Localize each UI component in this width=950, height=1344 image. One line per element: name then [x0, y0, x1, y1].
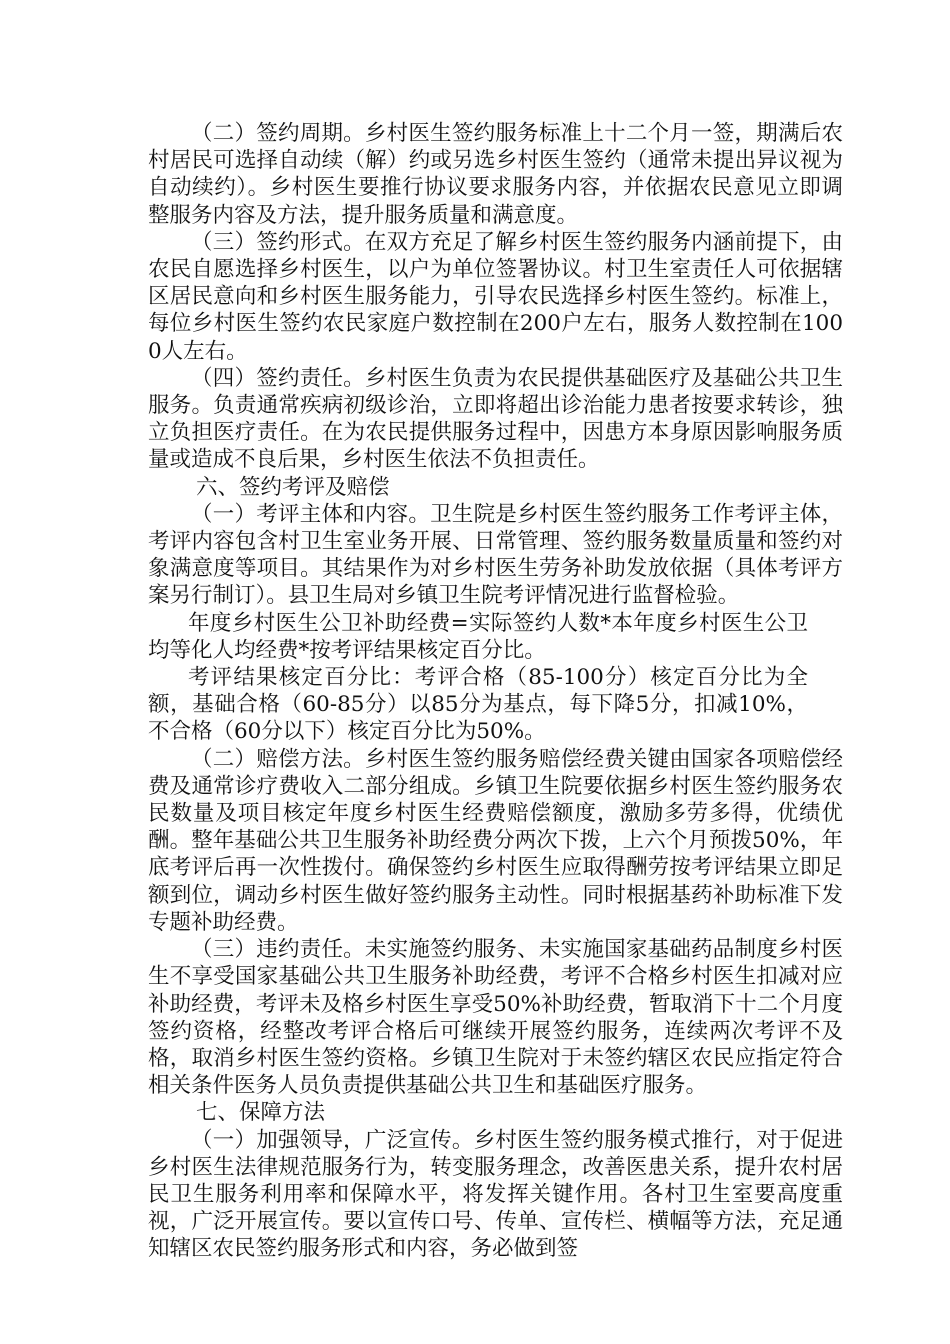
section-heading-evaluation: 六、签约考评及赔偿: [196, 474, 390, 500]
paragraph-signing-form: （三）签约形式。在双方充足了解乡村医生签约服务内涵前提下，由农民自愿选择乡村医生，以户为单位签署协议。村卫生室责任人可依据辖区居民意向和乡村医生服务能力，引导农民选择乡村医生签约。标准上，每位乡村医生签约农民家庭户数控制在200户左右，服务人数控制在1000人左右。: [148, 229, 843, 364]
paragraph-signing-period: （二）签约周期。乡村医生签约服务标准上十二个月一签，期满后农村居民可选择自动续（解）约或另选乡村医生签约（通常未提出异议视为自动续约）。乡村医生要推行协议要求服务内容，并依据农民意见立即调整服务内容及方法，提升服务质量和满意度。: [148, 121, 843, 228]
paragraph-compensation-method: （二）赔偿方法。乡村医生签约服务赔偿经费关键由国家各项赔偿经费及通常诊疗费收入二部分组成。乡镇卫生院要依据乡村医生签约服务农民数量及项目核定年度乡村医生经费赔偿额度，激励多劳多得，优绩优酬。整年基础公共卫生服务补助经费分两次下拨，上六个月预拨50%，年底考评后再一次性拨付。确保签约乡村医生应取得酬劳按考评结果立即足额到位，调动乡村医生做好签约服务主动性。同时根据基药补助标准下发专题补助经费。: [148, 746, 843, 935]
section-heading-safeguards: 七、保障方法: [196, 1100, 326, 1126]
paragraph-leadership-publicity: （一）加强领导，广泛宣传。乡村医生签约服务模式推行，对于促进乡村医生法律规范服务行为，转变服务理念，改善医患关系，提升农村居民卫生服务利用率和保障水平，将发挥关键作用。各村卫生室要高度重视，广泛开展宣传。要以宣传口号、传单、宣传栏、横幅等方法，充足通知辖区农民签约服务形式和内容，务必做到签: [148, 1127, 843, 1262]
paragraph-evaluation-percentage: 考评结果核定百分比：考评合格（85-100分）核定百分比为全额，基础合格（60-85分）以85分为基点，每下降5分，扣减10%，不合格（60分以下）核定百分比为50%。: [148, 665, 808, 745]
paragraph-breach-responsibility: （三）违约责任。未实施签约服务、未实施国家基础药品制度乡村医生不享受国家基础公共卫生服务补助经费，考评不合格乡村医生扣减对应补助经费，考评未及格乡村医生享受50%补助经费，暂取消下十二个月度签约资格，经整改考评合格后可继续开展签约服务，连续两次考评不及格，取消乡村医生签约资格。乡镇卫生院对于未签约辖区农民应指定符合相关条件医务人员负责提供基础公共卫生和基础医疗服务。: [148, 937, 843, 1099]
paragraph-evaluation-subject: （一）考评主体和内容。卫生院是乡村医生签约服务工作考评主体，考评内容包含村卫生室业务开展、日常管理、签约服务数量质量和签约对象满意度等项目。其结果作为对乡村医生劳务补助发放依据（具体考评方案另行制订）。县卫生局对乡镇卫生院考评情况进行监督检验。: [148, 501, 843, 609]
paragraph-subsidy-formula: 年度乡村医生公卫补助经费=实际签约人数*本年度乡村医生公卫均等化人均经费*按考评结果核定百分比。: [148, 610, 808, 663]
document-body: [148, 120, 843, 1263]
paragraph-signing-responsibility: （四）签约责任。乡村医生负责为农民提供基础医疗及基础公共卫生服务。负责通常疾病初级诊治，立即将超出诊治能力患者按要求转诊，独立负担医疗责任。在为农民提供服务过程中，因患方本身原因影响服务质量或造成不良后果，乡村医生依法不负担责任。: [148, 365, 843, 473]
